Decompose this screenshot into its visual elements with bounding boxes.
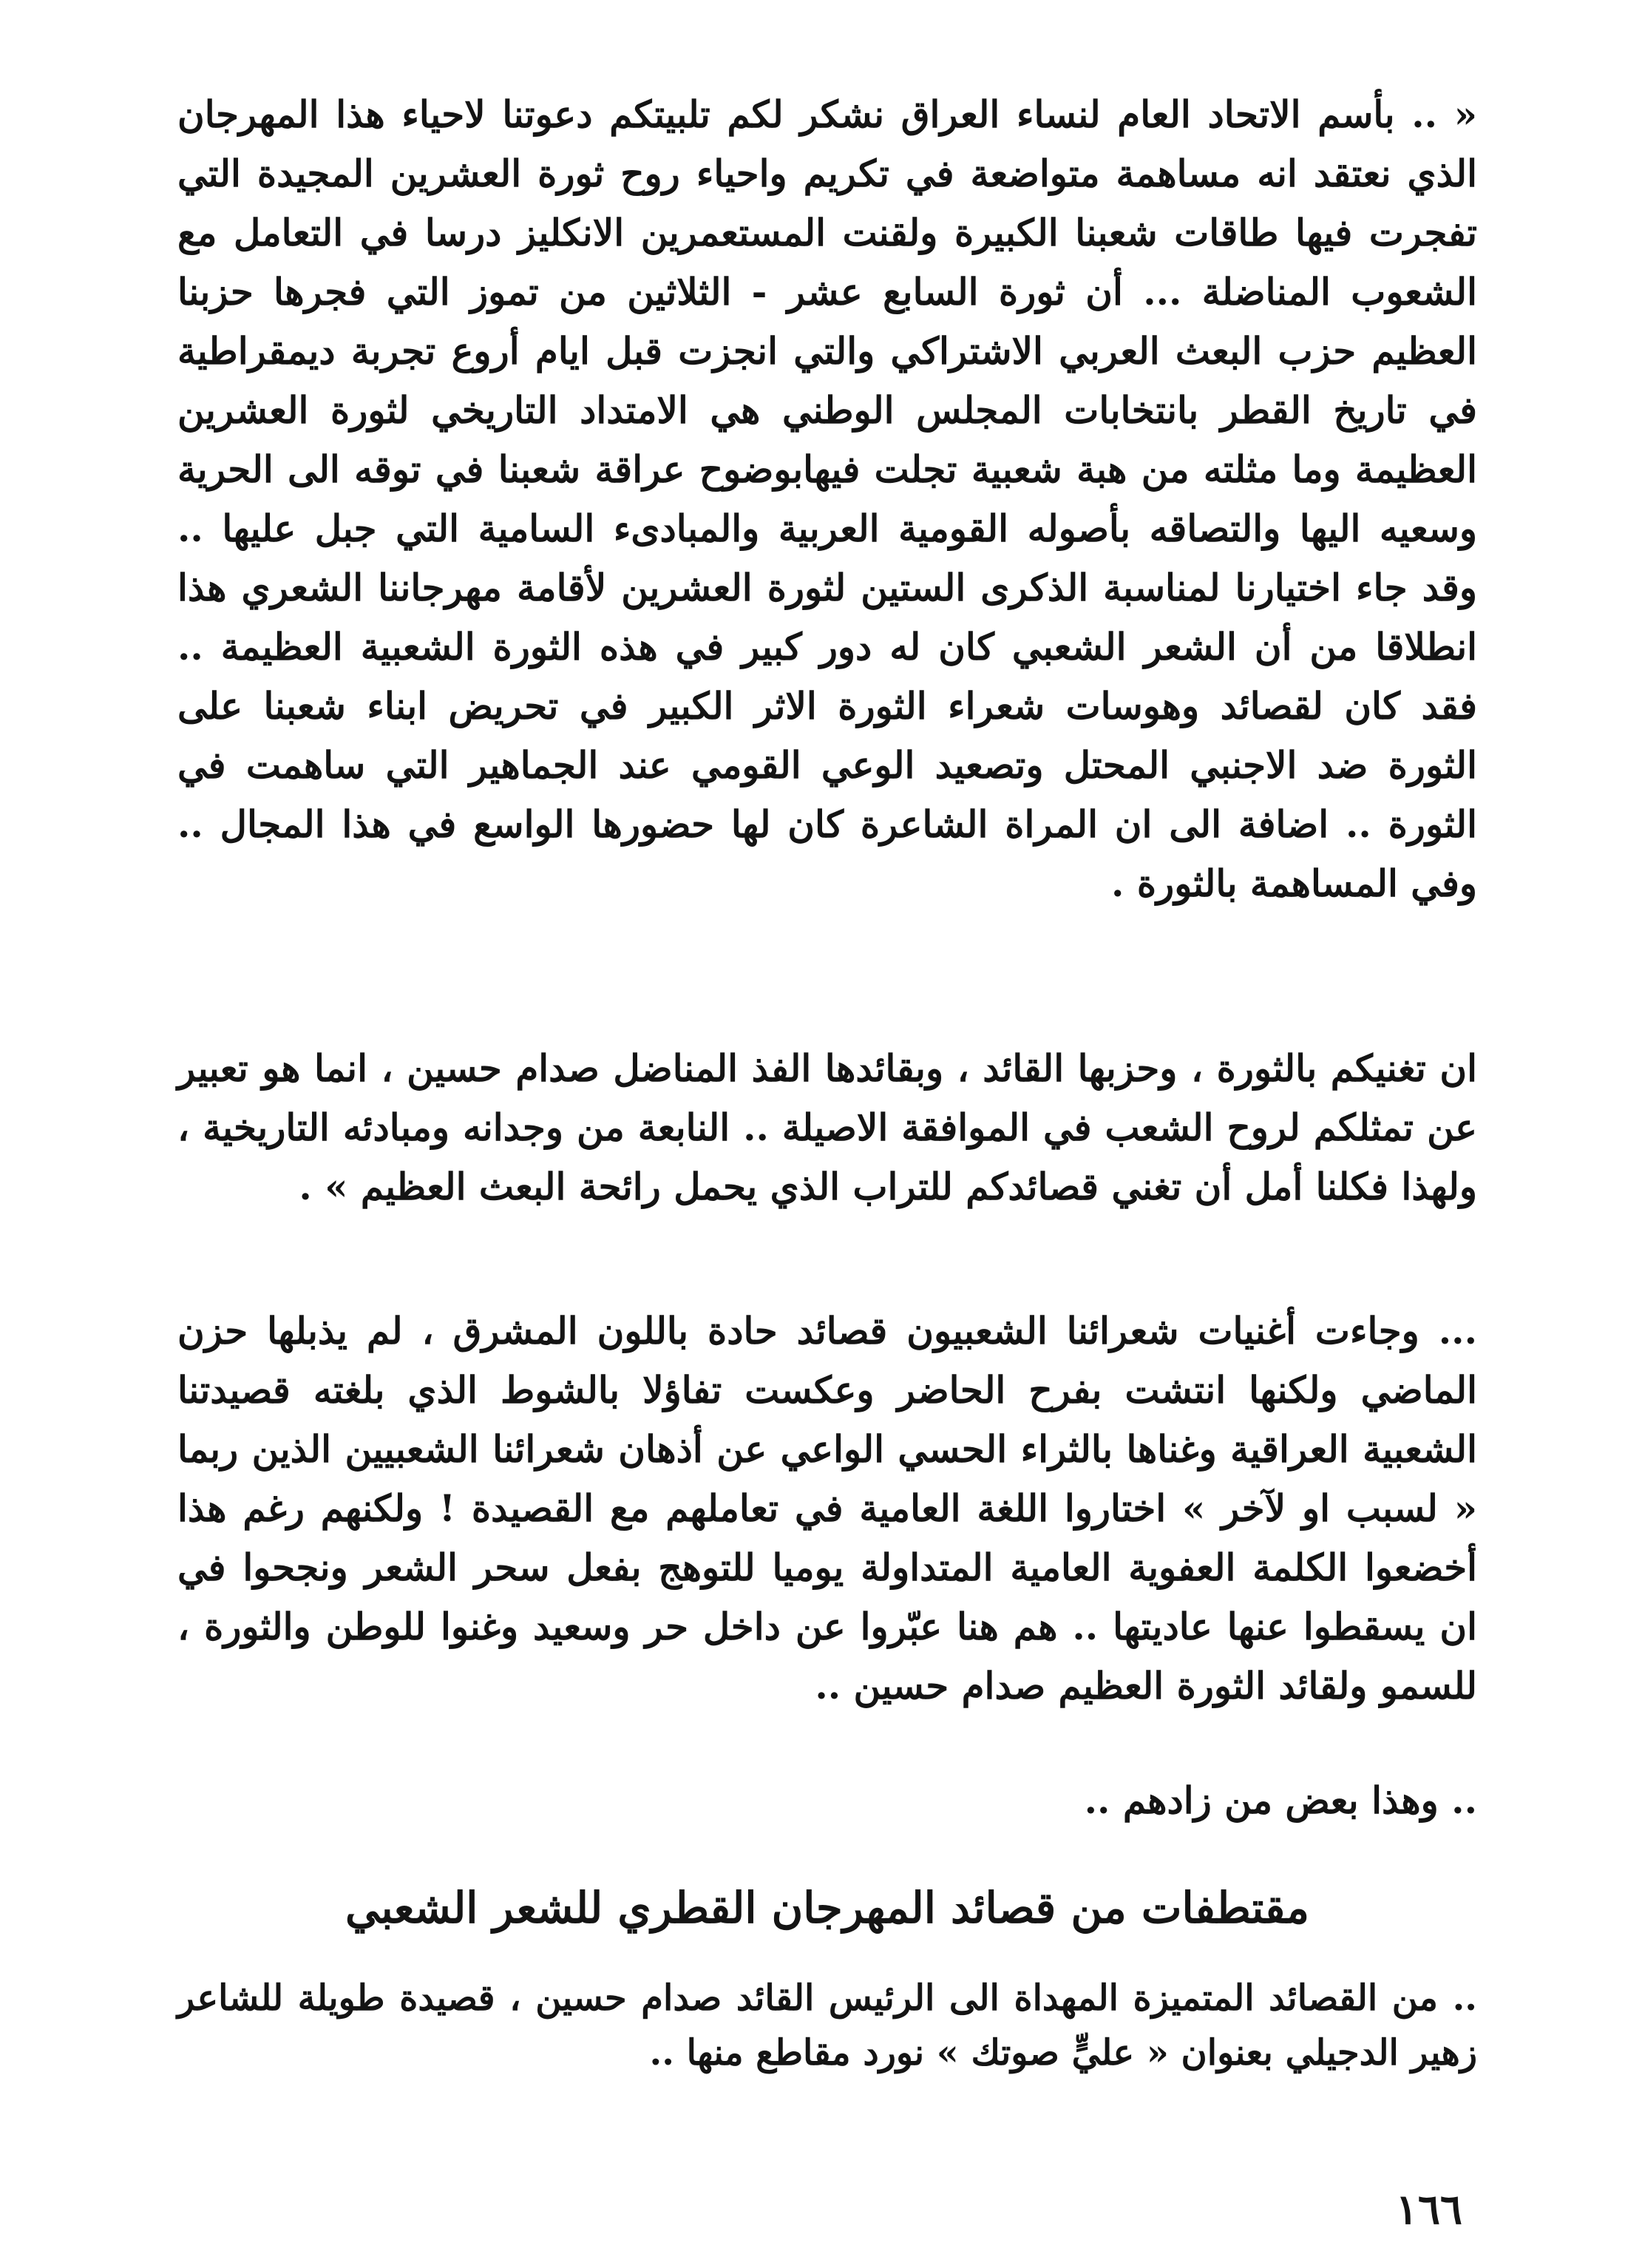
paragraph-1-text: « .. بأسم الاتحاد العام لنساء العراق نشكر لكم تلبيتكم دعوتنا لاحياء هذا المهرجان الذي نعتقد انه مساهمة متواضعة في تكريم واحياء روح ثورة العشرين المجيدة التي تفجرت فيها طاقات شعبنا الكبيرة ولقنت المستعمرين الانكليز درسا في التعامل مع الشعوب المناضلة ... أن ثورة السابع عشر - الثلاثين من تموز التي فجرها حزبنا العظيم حزب البعث العربي الاشتراكي والتي انجزت قبل ايام أروع تجربة ديمقراطية في تاريخ القطر بانتخابات المجلس الوطني هي الامتداد التاريخي لثورة العشرين العظيمة وما مثلته من هبة شعبية تجلت فيهابوضوح عراقة شعبنا في توقه الى الحرية وسعيه اليها والتصاقه بأصوله القومية العربية والمبادىء السامية التي جبل عليها .. وقد جاء اختيارنا لمناسبة الذكرى الستين لثورة العشرين لأقامة مهرجاننا الشعري هذا انطلاقا من أن الشعر الشعبي كان له دور كبير في هذه الثورة الشعبية العظيمة .. فقد كان لقصائد وهوسات شعراء الثورة الاثر الكبير في تحريض ابناء شعبنا على الثورة ضد الاجنبي المحتل وتصعيد الوعي القومي عند الجماهير التي ساهمت في الثورة .. اضافة الى ان المراة الشاعرة كان لها حضورها الواسع في هذا المجال .. وفي المساهمة بالثورة . <box>177 92 1477 905</box>
paragraph-2-text: ان تغنيكم بالثورة ، وحزبها القائد ، وبقائدها الفذ المناضل صدام حسين ، انما هو تعبير عن تمثلكم لروح الشعب في الموافقة الاصيلة .. النابعة من وجدانه ومبادئه التاريخية ، ولهذا فكلنا أمل أن تغني قصائدكم للتراب الذي يحمل رائحة البعث العظيم » . <box>177 1046 1477 1208</box>
paragraph-3 <box>177 1301 1477 1716</box>
paragraph-4 <box>177 1771 1477 1830</box>
page-number: ١٦٦ <box>1395 2185 1462 2234</box>
paragraph-5 <box>177 1971 1477 2080</box>
paragraph-1 <box>177 85 1477 913</box>
section-heading: مقتطفات من قصائد المهرجان القطري للشعر الشعبي <box>345 1883 1309 1933</box>
paragraph-3-text: ... وجاءت أغنيات شعرائنا الشعبيون قصائد حادة باللون المشرق ، لم يذبلها حزن الماضي ولكنها انتشت بفرح الحاضر وعكست تفاؤلا بالشوط الذي بلغته قصيدتنا الشعبية العراقية وغناها بالثراء الحسي الواعي عن أذهان شعرائنا الشعبيين الذين ربما « لسبب او لآخر » اختاروا اللغة العامية في تعاملهم مع القصيدة ! ولكنهم رغم هذا أخضعوا الكلمة العفوية العامية المتداولة يوميا للتوهج بفعل سحر الشعر ونجحوا في ان يسقطوا عنها عاديتها .. هم هنا عبّروا عن داخل حر وسعيد وغنوا للوطن والثورة ، للسمو ولقائد الثورة العظيم صدام حسين .. <box>177 1309 1477 1707</box>
paragraph-4-text: .. وهذا بعض من زادهم .. <box>1084 1778 1477 1822</box>
paragraph-5-text: .. من القصائد المتميزة المهداة الى الرئيس القائد صدام حسين ، قصيدة طويلة للشاعر زهير الدجيلي بعنوان « عليٍّ صوتك » نورد مقاطع منها .. <box>177 1977 1477 2074</box>
paragraph-2 <box>177 1039 1477 1216</box>
